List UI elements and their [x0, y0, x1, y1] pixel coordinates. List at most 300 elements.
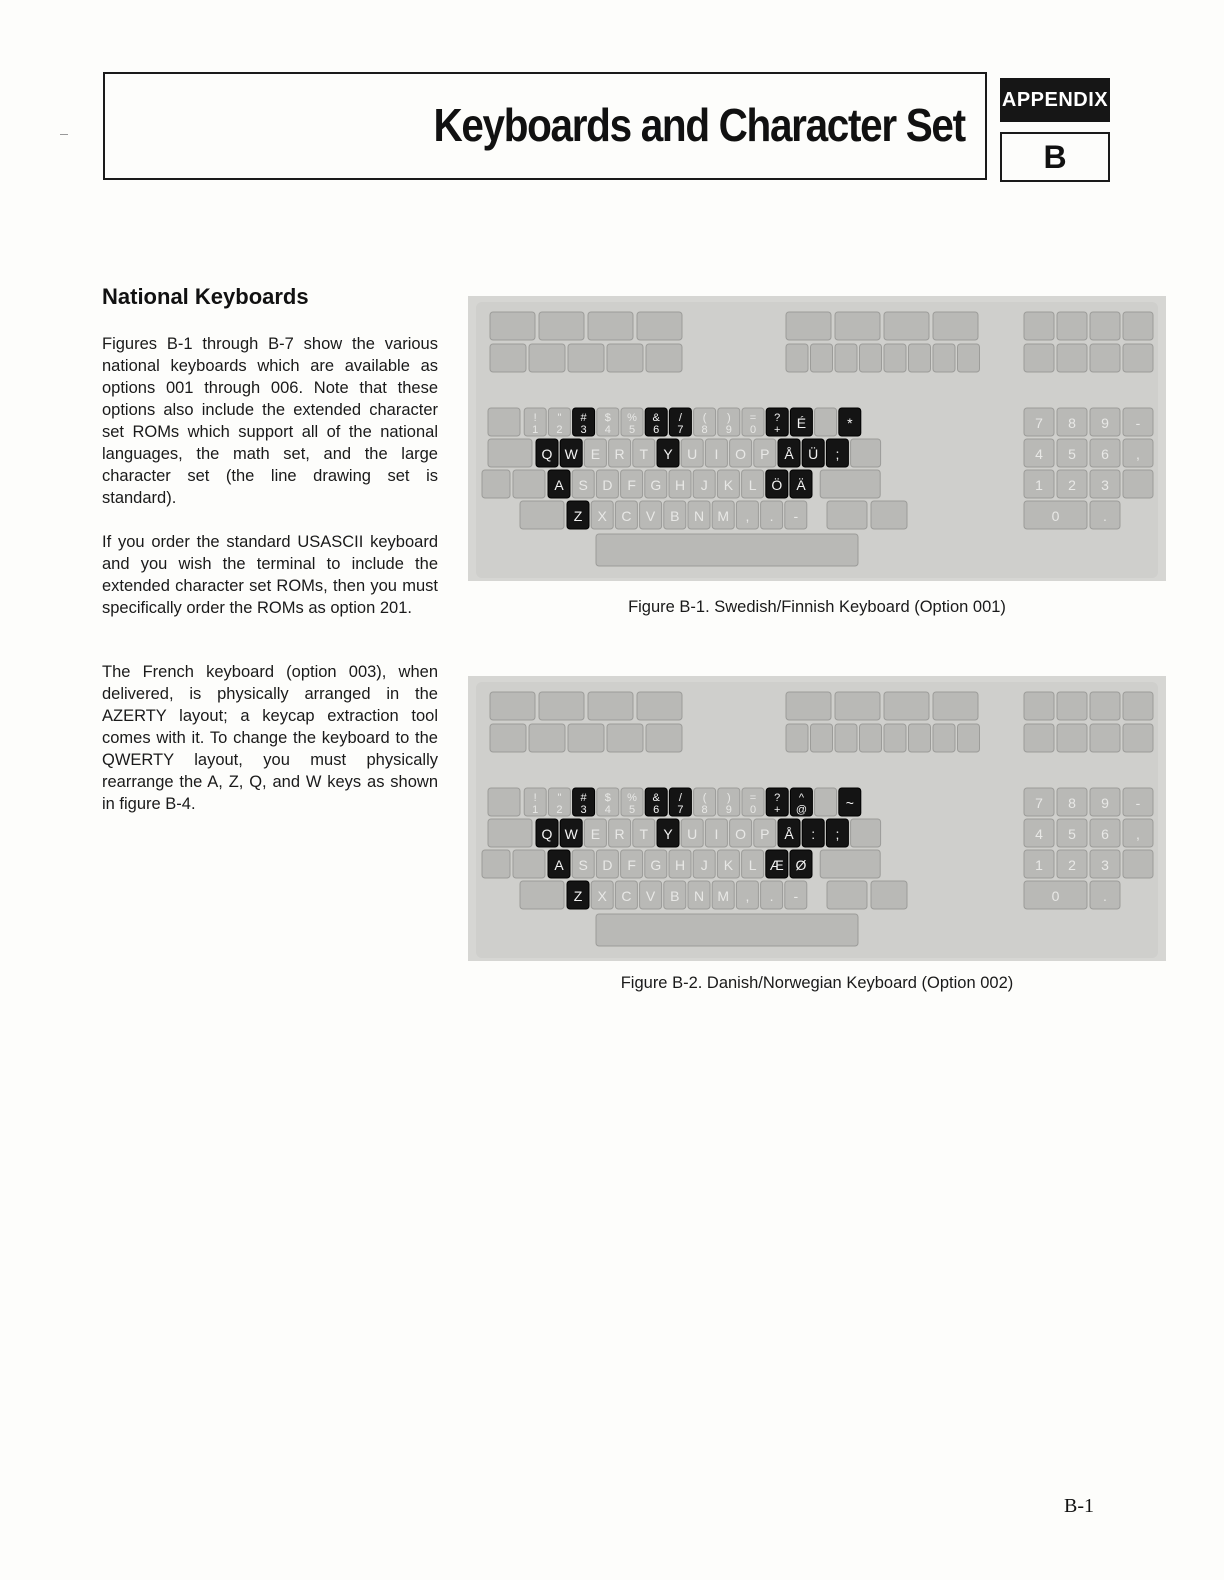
svg-text:A: A: [554, 857, 564, 873]
figure-caption-b1: Figure B-1. Swedish/Finnish Keyboard (Option 001): [628, 598, 1006, 616]
display-key: [1057, 312, 1087, 340]
svg-text:*: *: [847, 415, 853, 431]
numpad-key: [1024, 788, 1054, 816]
key-number-row: [766, 408, 788, 436]
key-number-row: [839, 408, 861, 436]
svg-text:J: J: [700, 477, 708, 493]
svg-text:H: H: [674, 477, 686, 493]
key-z-row: [736, 881, 758, 909]
svg-text:,: ,: [1136, 446, 1140, 462]
svg-text:L: L: [748, 477, 757, 493]
key-z-row: [591, 501, 613, 529]
numpad-key: [1123, 470, 1153, 498]
numpad-key: [1090, 408, 1120, 436]
svg-text:I: I: [714, 446, 719, 462]
f-key: [909, 724, 931, 752]
svg-text:.: .: [769, 508, 774, 524]
svg-text:4: 4: [604, 804, 611, 816]
svg-text:0: 0: [749, 804, 757, 816]
key-q-row: [609, 439, 631, 467]
svg-text:C: C: [621, 508, 632, 524]
svg-text:%: %: [627, 792, 637, 804]
svg-text:Q: Q: [541, 446, 553, 462]
key-a-row: [548, 850, 570, 878]
svg-text:Y: Y: [663, 446, 673, 462]
numpad-key: [1057, 439, 1087, 467]
key-q-row: [826, 819, 848, 847]
svg-text:O: O: [735, 826, 747, 842]
f-key: [958, 724, 980, 752]
f-key: [786, 344, 808, 372]
svg-text:C: C: [621, 888, 632, 904]
key-number-row: [597, 788, 619, 816]
control-key: [1123, 344, 1153, 372]
numpad-key: [1024, 881, 1087, 909]
svg-text:5: 5: [1068, 446, 1076, 462]
svg-text:6: 6: [653, 424, 660, 436]
key-q-row: [754, 439, 776, 467]
page-title: Keyboards and Character Set: [433, 99, 965, 151]
key-z-row: [664, 501, 686, 529]
svg-text:,: ,: [745, 508, 750, 524]
key-z-row: [640, 501, 662, 529]
key-q-row: [681, 819, 703, 847]
display-key: [1024, 692, 1054, 720]
numpad-key: [1090, 850, 1120, 878]
numpad-key: [1090, 470, 1120, 498]
edit-key: [490, 724, 526, 752]
numpad-key: [1123, 439, 1153, 467]
control-key: [1090, 724, 1120, 752]
svg-text:3: 3: [580, 804, 587, 816]
function-key: [884, 692, 929, 720]
svg-text:8: 8: [1068, 795, 1076, 811]
key-q-row: [560, 439, 582, 467]
tab-key: [488, 819, 532, 847]
key-a-row: [669, 470, 691, 498]
f-key: [786, 724, 808, 752]
numpad-key: [1057, 470, 1087, 498]
svg-text:T: T: [639, 826, 649, 842]
f-key: [933, 724, 955, 752]
caps-key: [482, 850, 510, 878]
function-key-blank: [539, 312, 584, 340]
key-z-row: [785, 501, 807, 529]
svg-text:H: H: [674, 857, 686, 873]
shift-right-key: [827, 881, 867, 909]
svg-text:J: J: [700, 857, 708, 873]
keyboard-image-b1: [468, 296, 1166, 581]
svg-text:~: ~: [845, 795, 854, 811]
svg-text:X: X: [597, 888, 607, 904]
svg-text:W: W: [564, 826, 578, 842]
key-number-row: [766, 788, 788, 816]
numpad-key: [1090, 788, 1120, 816]
svg-text:X: X: [597, 508, 607, 524]
svg-text:Ö: Ö: [771, 477, 783, 493]
f-key: [884, 344, 906, 372]
svg-text:7: 7: [677, 804, 684, 816]
key-a-row: [717, 850, 739, 878]
svg-text:;: ;: [835, 826, 840, 842]
svg-text:L: L: [748, 857, 757, 873]
edit-key: [490, 344, 526, 372]
key-q-row: [536, 439, 558, 467]
svg-text:G: G: [650, 477, 662, 493]
svg-text:R: R: [614, 446, 625, 462]
svg-text:9: 9: [1101, 795, 1109, 811]
key-z-row: [640, 881, 662, 909]
svg-text:=: =: [749, 412, 757, 424]
function-key-blank: [490, 692, 535, 720]
return-key: [820, 850, 880, 878]
svg-text:&: &: [652, 412, 660, 424]
numpad-key: [1057, 408, 1087, 436]
display-key: [1057, 692, 1087, 720]
key-z-row: [688, 501, 710, 529]
key-z-row: [567, 881, 589, 909]
svg-text:3: 3: [1101, 857, 1109, 873]
svg-text:.: .: [769, 888, 774, 904]
ctrl-key: [513, 470, 545, 498]
ctrl-key: [513, 850, 545, 878]
svg-text:7: 7: [677, 424, 684, 436]
page-number: B-1: [1064, 1495, 1094, 1517]
svg-text:9: 9: [1101, 415, 1109, 431]
f-key: [958, 344, 980, 372]
key-q-row: [633, 439, 655, 467]
svg-text:1: 1: [532, 804, 539, 816]
control-key: [1024, 724, 1054, 752]
numpad-key: [1123, 788, 1153, 816]
svg-text:+: +: [773, 804, 781, 816]
svg-text:?: ?: [774, 792, 781, 804]
svg-text:É: É: [796, 415, 807, 431]
svg-text:): ): [726, 412, 731, 424]
svg-text:-: -: [793, 508, 799, 524]
key-a-row: [790, 850, 812, 878]
control-key: [1090, 344, 1120, 372]
key-number-row: [718, 788, 740, 816]
key-q-row: [536, 819, 558, 847]
display-key: [1123, 312, 1153, 340]
svg-text:K: K: [723, 477, 734, 493]
key-a-row: [766, 470, 788, 498]
key-z-row: [736, 501, 758, 529]
key-a-row: [693, 850, 715, 878]
key-q-row: [584, 439, 606, 467]
svg-text:/: /: [678, 412, 682, 424]
space-bar: [596, 914, 858, 946]
function-key: [835, 312, 880, 340]
key-number-row: [524, 408, 546, 436]
keyboard-figure-b2: [468, 676, 1166, 961]
svg-text:5: 5: [628, 804, 636, 816]
f-key: [835, 724, 857, 752]
svg-text::: :: [811, 826, 816, 842]
paragraph-intro: Figures B-1 through B-7 show the various national keyboards which are available as options 001 through 006. Note that these options also include the extended character set ROMs which support all of the national languages, the math set, and the large character set (the line drawing set is standard).: [102, 335, 438, 507]
svg-text:G: G: [650, 857, 662, 873]
key-a-row: [596, 470, 618, 498]
svg-text:^: ^: [798, 792, 804, 804]
key-number-row: [815, 788, 837, 816]
numpad-key: [1024, 408, 1054, 436]
key-number-row: [790, 788, 812, 816]
svg-text:%: %: [627, 412, 637, 424]
key-a-row: [548, 470, 570, 498]
svg-text:4: 4: [1035, 446, 1043, 462]
caps-key: [482, 470, 510, 498]
function-key-blank: [490, 312, 535, 340]
key-q-row: [754, 819, 776, 847]
key-number-row: [645, 408, 667, 436]
svg-text:U: U: [687, 826, 698, 842]
key-q-row: [705, 439, 727, 467]
key-number-row: [621, 788, 643, 816]
key-number-row: [548, 408, 570, 436]
edit-key: [568, 724, 604, 752]
key-a-row: [621, 850, 643, 878]
key-q-row: [681, 439, 703, 467]
keyboard-figure-b1: [468, 296, 1166, 581]
key-q-row: [802, 819, 824, 847]
key-q-row: [705, 819, 727, 847]
enter-key: [871, 501, 907, 529]
key-a-row: [790, 470, 812, 498]
numpad-key: [1024, 470, 1054, 498]
svg-text:F: F: [627, 857, 636, 873]
numpad-key: [1090, 439, 1120, 467]
svg-text:Ä: Ä: [796, 477, 806, 493]
key-a-row: [742, 470, 764, 498]
edit-key: [568, 344, 604, 372]
svg-text:K: K: [723, 857, 734, 873]
display-key: [1024, 312, 1054, 340]
svg-text:": ": [557, 792, 562, 804]
key-z-row: [567, 501, 589, 529]
svg-text:-: -: [793, 888, 799, 904]
svg-text:P: P: [760, 446, 770, 462]
svg-text:1: 1: [532, 424, 539, 436]
key-q-row: [730, 819, 752, 847]
numpad-key: [1024, 850, 1054, 878]
svg-text:0: 0: [749, 424, 757, 436]
key-q-row: [802, 439, 824, 467]
svg-text:Z: Z: [573, 888, 583, 904]
key-a-row: [621, 470, 643, 498]
svg-text:B: B: [670, 888, 680, 904]
key-number-row: [694, 408, 716, 436]
svg-text:": ": [557, 412, 562, 424]
key-number-row: [669, 408, 691, 436]
svg-text:2: 2: [556, 804, 563, 816]
numpad-key: [1024, 819, 1054, 847]
key-number-row: [488, 788, 520, 816]
svg-text:?: ?: [774, 412, 781, 424]
f-key: [811, 724, 833, 752]
svg-text:#: #: [580, 792, 587, 804]
key-number-row: [621, 408, 643, 436]
function-key: [786, 692, 831, 720]
f-key: [933, 344, 955, 372]
svg-text:3: 3: [580, 424, 587, 436]
numpad-key: [1024, 501, 1087, 529]
svg-text:T: T: [639, 446, 649, 462]
svg-text:Å: Å: [784, 446, 794, 462]
keyboard-image-b2: [468, 676, 1166, 961]
key-q-row: [560, 819, 582, 847]
key-a-row: [766, 850, 788, 878]
control-key: [1057, 344, 1087, 372]
svg-text:Z: Z: [573, 508, 583, 524]
svg-text:I: I: [714, 826, 719, 842]
svg-text:Æ: Æ: [769, 857, 784, 873]
numpad-key: [1090, 501, 1120, 529]
key-a-row: [645, 850, 667, 878]
svg-text:M: M: [717, 888, 730, 904]
edit-key: [529, 344, 565, 372]
key-z-row: [761, 881, 783, 909]
key-number-row: [524, 788, 546, 816]
key-number-row: [839, 788, 861, 816]
svg-text:D: D: [602, 857, 613, 873]
edit-key: [607, 344, 643, 372]
numpad-key: [1057, 850, 1087, 878]
svg-text:Å: Å: [784, 826, 794, 842]
control-key: [1024, 344, 1054, 372]
key-q-row: [633, 819, 655, 847]
svg-text:&: &: [652, 792, 660, 804]
function-key-blank: [539, 692, 584, 720]
svg-text:(: (: [702, 412, 707, 424]
key-a-row: [742, 850, 764, 878]
key-a-row: [572, 470, 594, 498]
key-q-row: [657, 819, 679, 847]
control-key: [1123, 724, 1153, 752]
function-key-blank: [637, 692, 682, 720]
tab-key: [488, 439, 532, 467]
key-z-row: [761, 501, 783, 529]
numpad-key: [1123, 850, 1153, 878]
svg-text:Y: Y: [663, 826, 673, 842]
paragraph-french: The French keyboard (option 003), when delivered, is physically arranged in the AZERTY layout; a keycap extraction tool comes with it. To change the keyboard to the QWERTY layout, you must physically rearrange the A, Z, Q, and W keys as shown in figure B-4.: [102, 663, 438, 813]
edit-key: [646, 724, 682, 752]
svg-text:/: /: [678, 792, 682, 804]
margin-mark: [60, 134, 68, 135]
svg-text:0: 0: [1051, 888, 1060, 904]
svg-text:W: W: [564, 446, 578, 462]
numpad-key: [1090, 881, 1120, 909]
svg-text:U: U: [687, 446, 698, 462]
del-key: [851, 439, 881, 467]
numpad-key: [1057, 819, 1087, 847]
svg-text:!: !: [533, 792, 537, 804]
svg-text:(: (: [702, 792, 707, 804]
f-key: [860, 724, 882, 752]
svg-text:9: 9: [725, 804, 732, 816]
svg-text:7: 7: [1035, 415, 1043, 431]
key-q-row: [778, 439, 800, 467]
svg-text:Q: Q: [541, 826, 553, 842]
key-z-row: [688, 881, 710, 909]
numpad-key: [1090, 819, 1120, 847]
key-a-row: [645, 470, 667, 498]
del-key: [851, 819, 881, 847]
svg-text:N: N: [693, 508, 705, 524]
svg-text:S: S: [578, 857, 588, 873]
numpad-key: [1057, 788, 1087, 816]
function-key: [933, 312, 978, 340]
display-key: [1123, 692, 1153, 720]
svg-text:D: D: [602, 477, 613, 493]
svg-text:O: O: [735, 446, 747, 462]
space-bar: [596, 534, 858, 566]
key-q-row: [609, 819, 631, 847]
title-box: [103, 72, 987, 180]
svg-text:#: #: [580, 412, 587, 424]
svg-text:E: E: [590, 446, 601, 462]
control-key: [1057, 724, 1087, 752]
key-z-row: [712, 501, 734, 529]
function-key: [933, 692, 978, 720]
svg-text:4: 4: [604, 424, 611, 436]
svg-text:!: !: [533, 412, 537, 424]
svg-text:9: 9: [725, 424, 732, 436]
svg-text:,: ,: [745, 888, 750, 904]
section-heading: National Keyboards: [102, 284, 309, 309]
svg-text:F: F: [627, 477, 636, 493]
key-number-row: [694, 788, 716, 816]
svg-text:8: 8: [701, 804, 708, 816]
f-key: [909, 344, 931, 372]
function-key-blank: [637, 312, 682, 340]
svg-text:8: 8: [1068, 415, 1076, 431]
svg-text:R: R: [614, 826, 625, 842]
svg-text:S: S: [578, 477, 588, 493]
key-q-row: [826, 439, 848, 467]
svg-text:7: 7: [1035, 795, 1043, 811]
f-key: [835, 344, 857, 372]
svg-text:5: 5: [1068, 826, 1076, 842]
key-z-row: [664, 881, 686, 909]
key-z-row: [615, 881, 637, 909]
key-number-row: [815, 408, 837, 436]
svg-text:6: 6: [1101, 826, 1109, 842]
svg-text:3: 3: [1101, 477, 1109, 493]
svg-text:,: ,: [1136, 826, 1140, 842]
key-number-row: [597, 408, 619, 436]
svg-text:N: N: [693, 888, 705, 904]
function-key-blank: [588, 692, 633, 720]
svg-text:$: $: [604, 412, 611, 424]
key-number-row: [742, 788, 764, 816]
svg-text:A: A: [554, 477, 564, 493]
key-number-row: [790, 408, 812, 436]
function-key-blank: [588, 312, 633, 340]
svg-text:-: -: [1135, 795, 1141, 811]
svg-text:6: 6: [653, 804, 660, 816]
function-key: [884, 312, 929, 340]
key-a-row: [717, 470, 739, 498]
key-q-row: [657, 439, 679, 467]
svg-text:P: P: [760, 826, 770, 842]
key-number-row: [488, 408, 520, 436]
svg-text:-: -: [1135, 415, 1141, 431]
edit-key: [529, 724, 565, 752]
key-q-row: [584, 819, 606, 847]
key-number-row: [548, 788, 570, 816]
key-z-row: [785, 881, 807, 909]
